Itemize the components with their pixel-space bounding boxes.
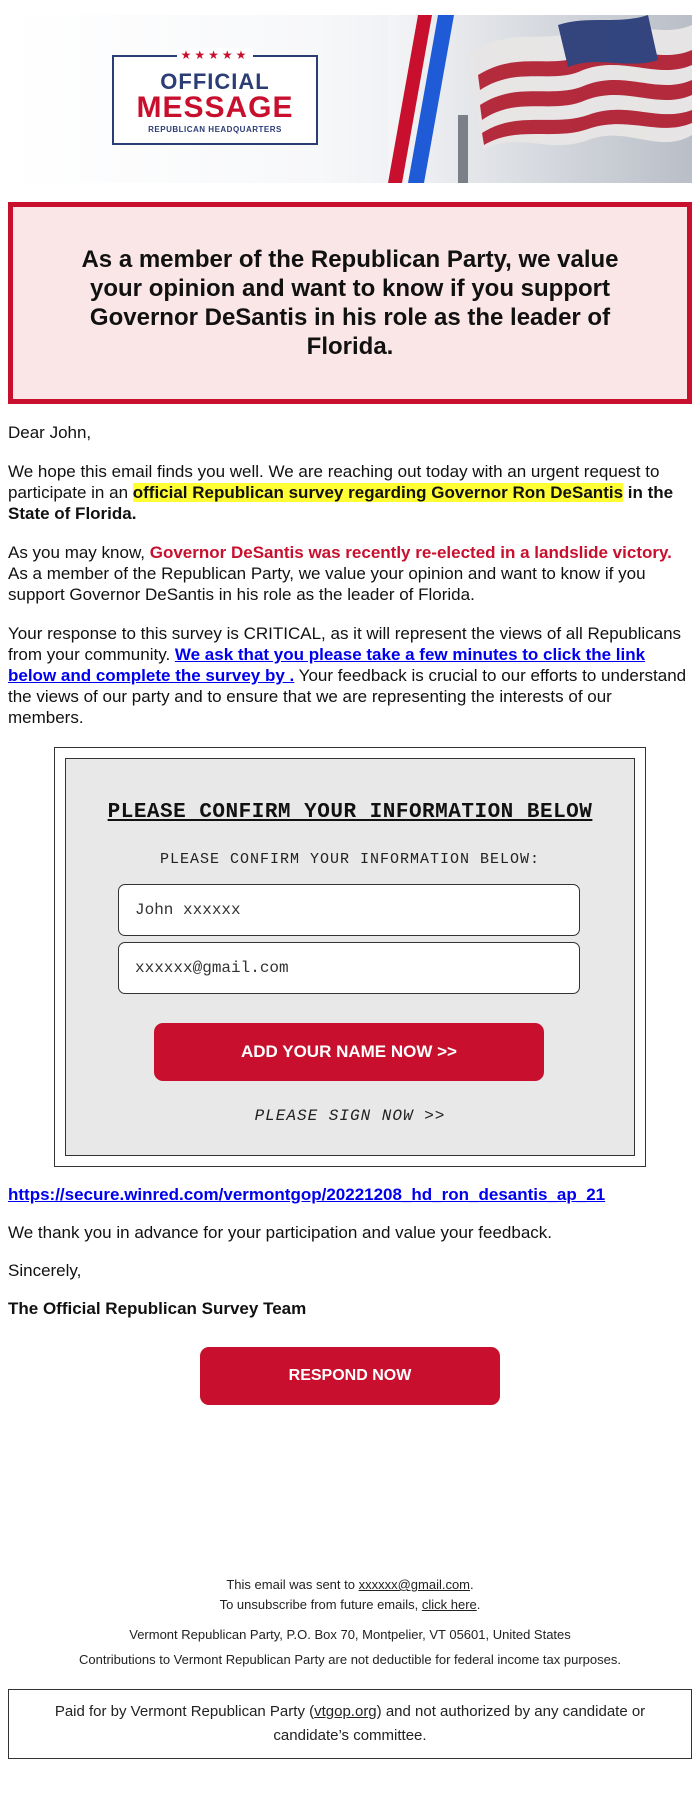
desantis-paragraph [8, 542, 692, 605]
logo-line-hq: REPUBLICAN HEADQUARTERS [148, 125, 282, 134]
unsubscribe-suffix: . [476, 1597, 481, 1612]
footer-sent-info [8, 1575, 692, 1615]
critical-text-end: Your feedback is crucial to our efforts to understand the views of our party and to ensure that we are representing the interests of our members. [8, 666, 687, 727]
survey-callout [8, 202, 692, 404]
add-your-name-button[interactable]: ADD YOUR NAME NOW >> [154, 1023, 544, 1081]
thanks-text: We thank you in advance for your participation and value your feedback. [8, 1223, 553, 1242]
unsubscribe-prefix: To unsubscribe from future emails, [219, 1597, 422, 1612]
sent-to-line [8, 1575, 692, 1595]
unsubscribe-line [8, 1595, 692, 1615]
callout-text: As a member of the Republican Party, we value your opinion and want to know if you support Governor DeSantis in his role as the leader of Florida. [81, 246, 619, 360]
survey-url-link[interactable]: https://secure.winred.com/vermontgop/20221208_hd_ron_desantis_ap_21 [8, 1185, 606, 1204]
form-subtitle: PLEASE CONFIRM YOUR INFORMATION BELOW: [159, 851, 541, 868]
unsubscribe-link[interactable]: click here [421, 1597, 477, 1612]
paid-for-disclaimer [8, 1689, 692, 1759]
reelected-text: Governor DeSantis was recently re-elected in a landslide victory. [149, 543, 672, 562]
mailing-address: Vermont Republican Party, P.O. Box 70, Montpelier, VT 05601, United States [129, 1627, 571, 1642]
confirm-info-form [54, 747, 646, 1167]
respond-now-button[interactable]: RESPOND NOW [200, 1347, 500, 1405]
paid-for-prefix: Paid for by Vermont Republican Party ( [54, 1703, 315, 1720]
critical-paragraph [8, 623, 692, 728]
greeting: Dear John, [8, 423, 92, 442]
form-title: PLEASE CONFIRM YOUR INFORMATION BELOW [107, 801, 593, 824]
intro-text: We hope this email finds you well. We are reaching out today with an urgent request to participate in an [8, 462, 660, 502]
header-banner [8, 15, 692, 183]
sincerely-text: Sincerely, [8, 1261, 82, 1280]
tax-disclaimer: Contributions to Vermont Republican Party are not deductible for federal income tax purposes. [79, 1652, 621, 1667]
logo-line-official: OFFICIAL [160, 69, 270, 94]
email-container [8, 15, 692, 1759]
name-field[interactable]: John xxxxxx [118, 884, 580, 936]
american-flag-icon [388, 15, 692, 183]
confirm-info-form-inner [65, 758, 635, 1156]
sent-to-suffix: . [470, 1577, 474, 1592]
survey-inline-link[interactable]: We ask that you please take a few minutes to click the link below and complete the survey by . [8, 645, 646, 685]
critical-text-start: Your response to this survey is CRITICAL, as it will represent the views of all Republicans from your community. [8, 624, 682, 664]
desantis-text-start: As you may know, [8, 543, 150, 562]
intro-text-end: in the State of Florida. [8, 483, 674, 523]
vtgop-link[interactable]: vtgop.org [314, 1703, 377, 1720]
email-field[interactable]: xxxxxx@gmail.com [118, 942, 580, 994]
stars-icon: ★★★★★ [114, 48, 316, 62]
recipient-email-link[interactable]: xxxxxx@gmail.com [358, 1577, 471, 1592]
paid-for-suffix: ) and not authorized by any candidate or candidate’s committee. [273, 1703, 646, 1744]
intro-paragraph [8, 461, 692, 524]
logo-line-message: MESSAGE [136, 91, 294, 124]
desantis-text-end: As a member of the Republican Party, we value your opinion and want to know if you support Governor DeSantis in his role as the leader of Florida. [8, 564, 646, 604]
please-sign-link[interactable]: PLEASE SIGN NOW >> [254, 1107, 446, 1125]
highlighted-survey-text: official Republican survey regarding Governor Ron DeSantis [132, 483, 624, 502]
official-message-logo [112, 48, 318, 145]
sent-to-prefix: This email was sent to [226, 1577, 359, 1592]
signature-team: The Official Republican Survey Team [8, 1299, 307, 1318]
